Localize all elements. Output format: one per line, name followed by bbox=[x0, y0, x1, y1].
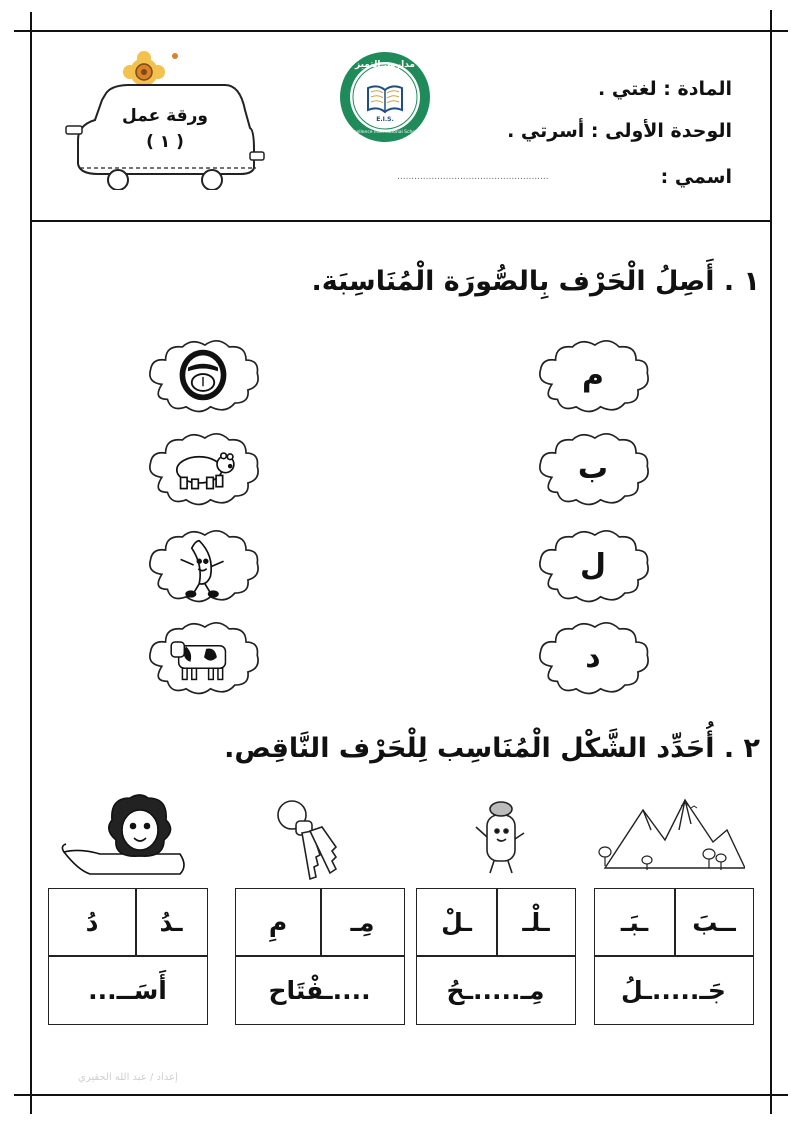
option-left[interactable]: ـلْ bbox=[441, 907, 472, 937]
q2-box-1 bbox=[594, 888, 754, 1025]
worksheet-badge bbox=[60, 40, 270, 190]
letter-cloud-4[interactable] bbox=[535, 617, 651, 697]
keys-icon bbox=[270, 795, 350, 885]
option-left[interactable]: دُ bbox=[85, 907, 99, 937]
name-label: اسمي : bbox=[660, 166, 732, 188]
q2-picture-1 bbox=[595, 790, 745, 875]
subject-line: المادة : لغتي . bbox=[598, 78, 732, 100]
footer-credit: إعداد / عبد الله الحقيري bbox=[78, 1072, 178, 1083]
q2-picture-4 bbox=[60, 790, 200, 880]
q2-box-4 bbox=[48, 888, 208, 1025]
q2-picture-2 bbox=[470, 795, 530, 880]
q2-box-3 bbox=[235, 888, 405, 1025]
letter-meem: م bbox=[582, 357, 604, 393]
logo-arabic: مدارس التميز العالمية bbox=[354, 60, 416, 80]
letter-baa: ب bbox=[577, 450, 609, 486]
option-right[interactable]: مِـ bbox=[350, 907, 375, 937]
logo-short: E.I.S. bbox=[376, 116, 394, 123]
option-left[interactable]: مِ bbox=[268, 907, 288, 937]
q1-title: ١ . أَصِلُ الْحَرْف بِالصُّورَة الْمُنَاسِبَة. bbox=[311, 266, 760, 297]
option-right[interactable]: ـلْـ bbox=[522, 907, 550, 937]
letter-cloud-3[interactable] bbox=[535, 525, 651, 605]
missing-letter-word: ....ـفْتَاح bbox=[268, 975, 371, 1005]
letter-cloud-1[interactable] bbox=[535, 335, 651, 415]
sheet-number: ( ١ ) bbox=[146, 132, 184, 152]
logo-english: Excellence International Schools bbox=[348, 130, 422, 135]
letter-daal: د bbox=[585, 639, 601, 675]
school-logo bbox=[338, 50, 432, 144]
lion-icon bbox=[60, 790, 200, 880]
mouth-icon bbox=[180, 350, 227, 401]
option-left[interactable]: ـبَـ bbox=[620, 907, 649, 937]
option-right[interactable]: ــبَ bbox=[692, 907, 736, 937]
missing-letter-word: جَـ.....ـلُ bbox=[621, 975, 726, 1005]
letter-laam: ل bbox=[579, 547, 607, 583]
frame-left bbox=[30, 30, 32, 1096]
picture-cloud-4[interactable] bbox=[145, 617, 261, 697]
sheet-title: ورقة عمل bbox=[122, 106, 208, 126]
mountain-icon bbox=[595, 790, 745, 875]
frame-bottom bbox=[30, 1094, 772, 1096]
unit-line: الوحدة الأولى : أسرتي . bbox=[507, 120, 732, 142]
picture-cloud-3[interactable] bbox=[145, 525, 261, 605]
letter-cloud-2[interactable] bbox=[535, 428, 651, 508]
header-separator bbox=[30, 220, 772, 222]
frame-top bbox=[30, 30, 772, 32]
picture-cloud-2[interactable] bbox=[145, 428, 261, 508]
missing-letter-word: أَسَــ... bbox=[88, 975, 167, 1005]
q2-picture-3 bbox=[270, 795, 350, 885]
q2-title: ٢ . أُحَدِّد الشَّكْل الْمُنَاسِب لِلْحَرْف النَّاقِص. bbox=[224, 733, 760, 764]
option-right[interactable]: ـدُ bbox=[159, 907, 183, 937]
name-field[interactable]: ..................................................... bbox=[397, 172, 549, 182]
missing-letter-word: مِـ.....ـحُ bbox=[446, 975, 545, 1005]
frame-right bbox=[770, 30, 772, 1096]
q2-box-2 bbox=[416, 888, 576, 1025]
picture-cloud-1[interactable] bbox=[145, 335, 261, 415]
salt-shaker-icon bbox=[470, 795, 530, 880]
